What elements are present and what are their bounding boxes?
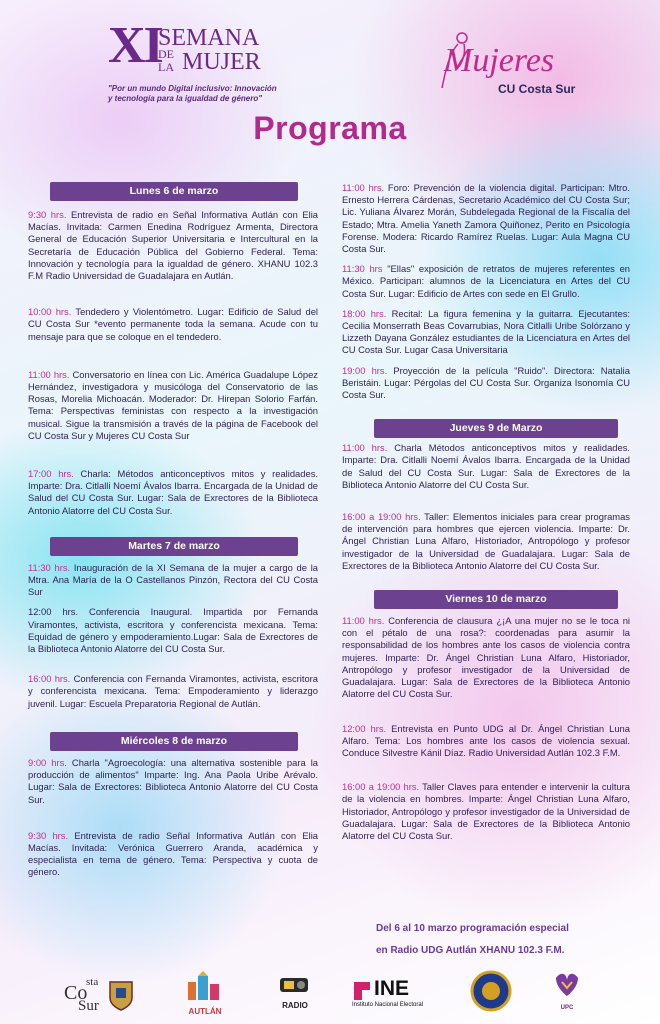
udg-shield-icon — [108, 980, 134, 1012]
event-entry: 18:00 hrs. Recital: La figura femenina y la guitarra. Ejecutantes: Cecilia Monserrath Beas Covarrubias, Nora Citlalli Uribe Solórzano y Lizzeth Dayana González estudiantes de la Licenciatura en Artes del CU Costa Sur. Lugar Casa Universitaria — [342, 307, 630, 356]
autlan-town-icon — [184, 970, 224, 1002]
ine-logo: INE Instituto Nacional Electoral — [352, 977, 424, 1008]
autlan-logo: AUTLÁN — [184, 970, 230, 1018]
logo-tagline: "Por un mundo Digital inclusivo: Innovación y tecnología para la igualdad de género" — [108, 84, 277, 103]
event-entry: 11:00 hrs. Charla Métodos anticonceptivos mitos y realidades. Imparte: Dra. Citlalli Noemí Ávalos Ibarra. Encargada de la Unidad de Salud del CU Costa Sur. Lugar: Sala de Exrectores de la Biblioteca Antonio Alatorre del CU Costa Sur. — [342, 442, 631, 490]
event-entry: 16:00 hrs. Conferencia con Fernanda Viramontes, activista, escritora y conferencista mexicana. Tema: Empoderamiento y liderazgo juvenil. Lugar: Escuela Preparatoria Regional de Autlán. — [28, 673, 318, 709]
logo-semana: SEMANA — [158, 25, 260, 51]
event-entry: 10:00 hrs. Tendedero y Violentómetro. Lugar: Edificio de Salud del CU Costa Sur *evento permanente toda la semana. Acude con tu mensaje para que se coloque en el tendedero. — [28, 306, 318, 342]
event-entry: 16:00 a 19:00 hrs. Taller Claves para entender e intervenir la cultura de la violencia en hombres. Imparte: Ángel Christian Luna Alfaro, Historiador, Antropólogo y profesor investigador de la Universidad de Guadalajara. Lugar: Sala de Exrectores de la Biblioteca Antonio Alatorre del CU Costa Sur. — [342, 781, 630, 841]
day-header-viernes: Viernes 10 de marzo — [374, 590, 618, 609]
page-title: Programa — [253, 110, 407, 146]
mujeres-cu-logo — [408, 30, 578, 98]
semana-mujer-logo — [108, 17, 278, 108]
day-header-jueves: Jueves 9 de Marzo — [374, 419, 618, 438]
sponsor-logos — [56, 970, 616, 1020]
event-entry: 11:00 hrs. Conferencia de clausura ¿¡A una mujer no se le toca ni con el pétalo de una rosa?: coordenadas para asumir la responsabilidad de los hombres ante los casos de violencia contra mujeres. Imparte: Dr. Ángel Christian Luna Alfaro, Historiador, Antropólogo y profesor investigador de la Universidad de Guadalajara. Lugar: Sala de Exrectores de la Biblioteca Antonio Alatorre del CU Costa Sur. — [342, 615, 630, 700]
day-header-martes: Martes 7 de marzo — [50, 537, 298, 556]
event-entry: 11:30 hrs "Ellas" exposición de retratos de mujeres referentes en México. Participan: alumnos de la Licenciatura en Artes del CU Costa Sur. Lugar: Edificio de Artes con sede en El Grullo. — [342, 263, 630, 299]
cu-costa-sur-logo: Co sta Sur — [64, 970, 136, 1018]
event-entry: 12:00 hrs. Conferencia Inaugural. Impartida por Fernanda Viramontes, activista, escritora y conferencista mexicana. Tema: Equidad de género y empoderamiento.Lugar: Sala de Exrectores de la Biblioteca Antonio Alatorre del CU Costa Sur. — [28, 606, 318, 655]
event-entry: 11:30 hrs. Inauguración de la XI Semana de la mujer a cargo de la Mtra. Ana María de la O Castellanos Pinzón, Rectora del CU Costa Sur — [28, 561, 318, 598]
radio-special-note — [376, 918, 616, 962]
program-column-left — [28, 182, 318, 879]
day-header-lunes: Lunes 6 de marzo — [50, 182, 298, 201]
ine-mark-icon — [352, 980, 372, 1002]
event-entry: 9:30 hrs. Entrevista de radio Señal Informativa Autlán con Elia Macías. Invitada: Verónica Guerrero Aranda, académica y especialista en tema de género. Tema: Perspectiva y cuota de género. — [28, 829, 318, 878]
radio-note-line-1: Del 6 al 10 marzo programación especial — [376, 923, 569, 934]
event-entry: 12:00 hrs. Entrevista en Punto UDG al Dr. Ángel Christian Luna Alfaro. Tema: Los hombres ante los casos de violencia sexual. Conduce Silvestre Kánil Díaz. Radio Universidad Autlán 102.3 F.M. — [342, 722, 630, 758]
event-entry: 9:30 hrs. Entrevista de radio en Señal Informativa Autlán con Elia Macías. Invitada: Carmen Enedina Rodríguez Armenta, Directora General de Educación Superior Universitaria e Intercultural en la Secretaría de Educación Pública del Gobierno Federal. Tema: Innovación y tecnología para la igualdad de género. XHANU 102.3 F.M Radio Universidad de Guadalajara en Autlán. — [28, 209, 318, 282]
radio-udg-logo: RADIO — [274, 970, 318, 1018]
day-header-miercoles: Miércoles 8 de marzo — [50, 732, 298, 751]
radio-note-line-2: en Radio UDG Autlán XHANU 102.3 F.M. — [376, 945, 565, 956]
upc-logo: UPC — [552, 970, 592, 1018]
event-entry: 11:00 hrs. Foro: Prevención de la violencia digital. Participan: Mtro. Ernesto Herrera Cárdenas, Secretario Académico del CU Costa Sur; Lic. Yuliana Álvarez Morán, Subdelegada Regional de la Fiscalía del Estado; Mtra. Amelia Yaneth Zamora Quiñonez, Perito en Psicología Forense. Modera: Ricardo Ramírez Ruelas. Lugar: Aula Magna CU Costa Sur. — [342, 182, 630, 255]
logo-mujeres-word: Mujeres — [444, 42, 555, 79]
logo-cu-costa-sur: CU Costa Sur — [498, 82, 576, 96]
logo-mujer: MUJER — [182, 49, 261, 75]
lions-emblem-icon — [470, 970, 512, 1012]
upc-emblem-icon — [552, 970, 582, 1000]
logo-roman-numeral: XI — [108, 17, 162, 74]
event-entry: 11:00 hrs. Conversatorio en línea con Lic. América Guadalupe López Hernández, investigadora y musicóloga del Conservatorio de las Rosas, Morelia Michoacán. Moderador: Dr. Hirepan Solorio Farfán. Tema: Perspectivas feministas con respecto a la investigación musical. Sigue la transmisión a través de la página de Facebook del CU Costa Sur y Mujeres CU Costa Sur — [28, 368, 318, 441]
event-entry: 16:00 a 19:00 hrs. Taller: Elementos iniciales para crear programas de intervención para hombres que ejercen violencia. Imparte: Dr. Ángel Christian Luna Alfaro, Historiador, Antropólogo y profesor investigador de la Universidad de Guadalajara. Lugar: Sala de Exrectores de la Biblioteca Antonio Alatorre del CU Costa Sur. — [342, 511, 630, 571]
logo-de-la: DE LA — [158, 47, 174, 74]
radio-tower-icon — [274, 970, 314, 996]
event-entry: 9:00 hrs. Charla "Agroecología: una alternativa sostenible para la producción de alimentos" Imparte: Ing. Ana Paola Uribe Arévalo. Lugar: Sala de Exrectores: Biblioteca Antonio Alatorre del CU Costa Sur. — [28, 756, 319, 805]
lions-club-logo — [470, 970, 516, 1018]
program-column-right — [342, 182, 630, 842]
event-entry: 19:00 hrs. Proyección de la película "Ruido". Directora: Natalia Beristáin. Lugar: Pérgolas del CU Costa Sur. Organiza Isonomía CU Costa Sur. — [342, 364, 630, 401]
event-entry: 17:00 hrs. Charla: Métodos anticonceptivos mitos y realidades. Imparte: Dra. Citlalli Noemí Ávalos Ibarra. Encargada de la Unidad de Salud del CU Costa Sur. Lugar: Sala de Exrectores de la Biblioteca Antonio Alatorre del CU Costa Sur. — [28, 468, 318, 516]
